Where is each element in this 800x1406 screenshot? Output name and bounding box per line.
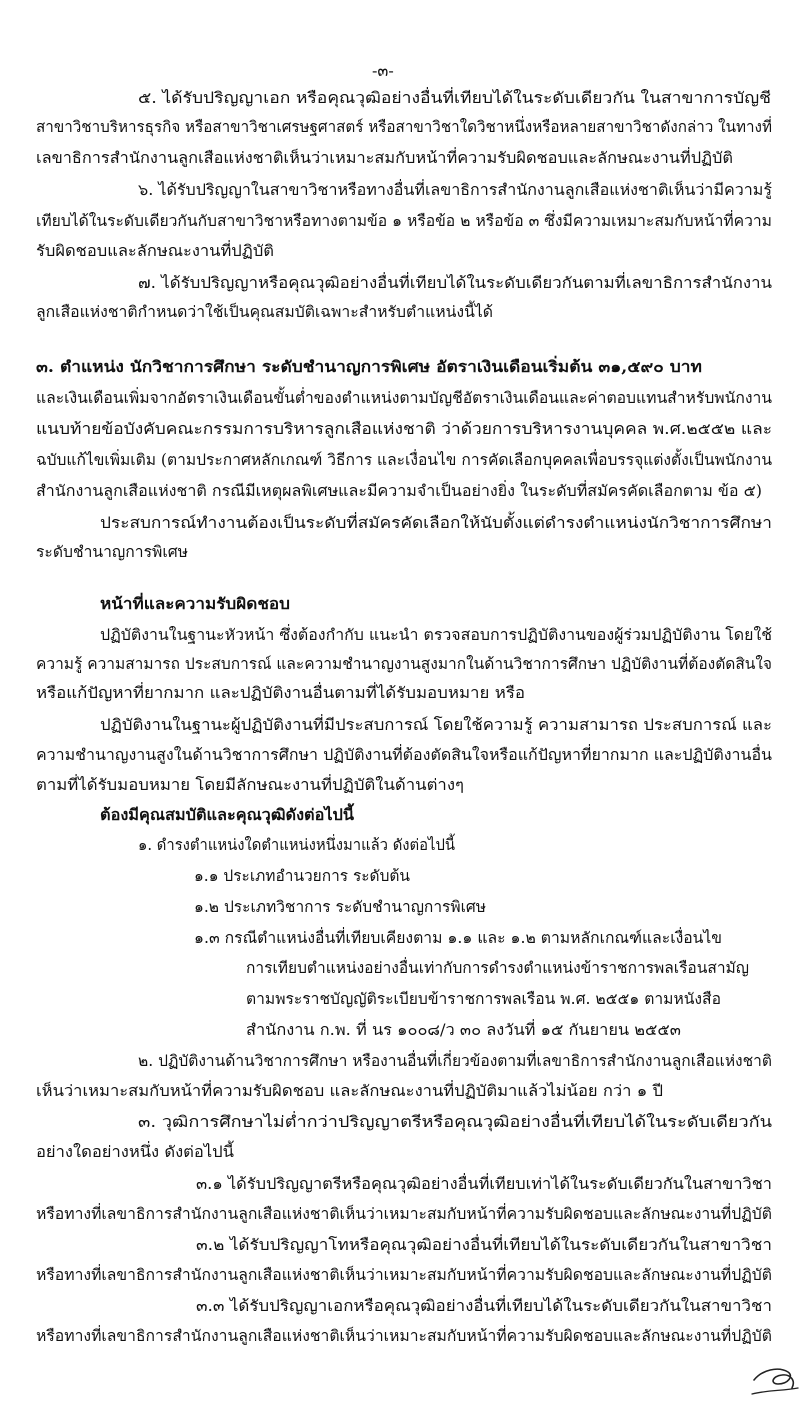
text-line: ๓. วุฒิการศึกษาไม่ต่ำกว่าปริญญาตรีหรือคุณวุฒิอย่างอื่นที่เทียบได้ในระดับเดียวกัน xyxy=(138,1113,772,1131)
text-line: แนบท้ายข้อบังคับคณะกรรมการบริหารลูกเสือแห่งชาติ ว่าด้วยการบริหารงานบุคคล พ.ศ.๒๕๕๒ และ xyxy=(36,420,773,438)
text-line: หรือทางที่เลขาธิการสำนักงานลูกเสือแห่งชาติเห็นว่าเหมาะสมกับหน้าที่ความรับผิดชอบและลักษณะงานที่ปฏิบัติ xyxy=(36,1205,772,1223)
text-line: ตามที่ได้รับมอบหมาย โดยมีลักษณะงานที่ปฏิบัติในด้านต่างๆ xyxy=(36,776,464,794)
text-line: หรือทางที่เลขาธิการสำนักงานลูกเสือแห่งชาติเห็นว่าเหมาะสมกับหน้าที่ความรับผิดชอบและลักษณะงานที่ปฏิบัติ xyxy=(36,1327,772,1345)
text-line: หรือแก้ปัญหาที่ยากมาก และปฏิบัติงานอื่นตามที่ได้รับมอบหมาย หรือ xyxy=(36,684,525,702)
text-line: เลขาธิการสำนักงานลูกเสือแห่งชาติเห็นว่าเหมาะสมกับหน้าที่ความรับผิดชอบและลักษณะงานที่ปฏิบัติ xyxy=(36,149,734,167)
text-line: ๓. ตำแหน่ง นักวิชาการศึกษา ระดับชำนาญการพิเศษ อัตราเงินเดือนเริ่มต้น ๓๑,๕๙๐ บาท xyxy=(36,358,702,376)
text-line: สาขาวิชาบริหารธุรกิจ หรือสาขาวิชาเศรษฐศาสตร์ หรือสาขาวิชาใดวิชาหนึ่งหรือหลายสาขาวิชาดังกล่าว ในทางที่ xyxy=(36,118,772,136)
text-line: ๖. ได้รับปริญญาในสาขาวิชาหรือทางอื่นที่เลขาธิการสำนักงานลูกเสือแห่งชาติเห็นว่ามีความรู้ xyxy=(138,181,773,199)
text-line: อย่างใดอย่างหนึ่ง ดังต่อไปนี้ xyxy=(36,1143,234,1161)
text-line: ๓.๒ ได้รับปริญญาโทหรือคุณวุฒิอย่างอื่นที่เทียบได้ในระดับเดียวกันในสาขาวิชา xyxy=(196,1236,772,1254)
text-line: ๒. ปฏิบัติงานด้านวิชาการศึกษา หรืองานอื่นที่เกี่ยวข้องตามที่เลขาธิการสำนักงานลูกเสือแห่งชาติ xyxy=(138,1052,772,1070)
signature-mark xyxy=(748,1360,800,1400)
text-line: ประสบการณ์ทำงานต้องเป็นระดับที่สมัครคัดเลือกให้นับตั้งแต่ดำรงตำแหน่งนักวิชาการศึกษา xyxy=(100,514,772,532)
text-line: ๑.๓ กรณีตำแหน่งอื่นที่เทียบเคียงตาม ๑.๑ และ ๑.๒ ตามหลักเกณฑ์และเงื่อนไข xyxy=(194,929,723,947)
text-line: ๗. ได้รับปริญญาหรือคุณวุฒิอย่างอื่นที่เทียบได้ในระดับเดียวกันตามที่เลขาธิการสำนักงาน xyxy=(138,274,772,292)
text-line: และเงินเดือนเพิ่มจากอัตราเงินเดือนขั้นต่ำของตำแหน่งตามบัญชีอัตราเงินเดือนและค่าตอบแทนสำหรับพนักงาน xyxy=(36,389,773,407)
text-line: รับผิดชอบและลักษณะงานที่ปฏิบัติ xyxy=(36,242,275,260)
text-line: ๑. ดำรงตำแหน่งใดตำแหน่งหนึ่งมาแล้ว ดังต่อไปนี้ xyxy=(138,836,456,854)
text-line: เห็นว่าเหมาะสมกับหน้าที่ความรับผิดชอบ และลักษณะงานที่ปฏิบัติมาแล้วไม่น้อย กว่า ๑ ปี xyxy=(36,1082,664,1100)
text-line: หน้าที่และความรับผิดชอบ xyxy=(100,595,291,613)
text-line: ระดับชำนาญการพิเศษ xyxy=(36,543,188,561)
page-number: -๓- xyxy=(372,61,394,80)
text-line: เทียบได้ในระดับเดียวกันกับสาขาวิชาหรือทางตามข้อ ๑ หรือข้อ ๒ หรือข้อ ๓ ซึ่งมีความเหมาะสมกับหน้าที่ความ xyxy=(36,212,772,230)
text-line: สำนักงาน ก.พ. ที่ นร ๑๐๐๘/ว ๓๐ ลงวันที่ ๑๕ กันยายน ๒๕๕๓ xyxy=(246,1021,681,1039)
text-line: ๑.๒ ประเภทวิชาการ ระดับชำนาญการพิเศษ xyxy=(194,898,486,916)
text-line: ลูกเสือแห่งชาติกำหนดว่าใช้เป็นคุณสมบัติเฉพาะสำหรับตำแหน่งนี้ได้ xyxy=(36,303,493,321)
text-line: หรือทางที่เลขาธิการสำนักงานลูกเสือแห่งชาติเห็นว่าเหมาะสมกับหน้าที่ความรับผิดชอบและลักษณะงานที่ปฏิบัติ xyxy=(36,1266,772,1284)
text-line: ฉบับแก้ไขเพิ่มเติม (ตามประกาศหลักเกณฑ์ วิธีการ และเงื่อนไข การคัดเลือกบุคคลเพื่อบรรจุแต่งตั้งเป็นพนักงาน xyxy=(36,451,772,469)
text-line: การเทียบตำแหน่งอย่างอื่นเท่ากับการดำรงตำแหน่งข้าราชการพลเรือนสามัญ xyxy=(246,959,750,977)
text-line: ๓.๓ ได้รับปริญญาเอกหรือคุณวุฒิอย่างอื่นที่เทียบได้ในระดับเดียวกันในสาขาวิชา xyxy=(196,1297,773,1315)
text-line: ปฏิบัติงานในฐานะผู้ปฏิบัติงานที่มีประสบการณ์ โดยใช้ความรู้ ความสามารถ ประสบการณ์ และ xyxy=(100,716,773,734)
text-line: ๓.๑ ได้รับปริญญาตรีหรือคุณวุฒิอย่างอื่นที่เทียบเท่าได้ในระดับเดียวกันในสาขาวิชา xyxy=(196,1175,772,1193)
text-line: สำนักงานลูกเสือแห่งชาติ กรณีมีเหตุผลพิเศษและมีความจำเป็นอย่างยิ่ง ในระดับที่สมัครคัดเลือกตาม ข้อ ๕) xyxy=(36,482,762,500)
text-line: ปฏิบัติงานในฐานะหัวหน้า ซึ่งต้องกำกับ แนะนำ ตรวจสอบการปฏิบัติงานของผู้ร่วมปฏิบัติงาน โดยใช้ xyxy=(100,626,773,644)
text-line: ต้องมีคุณสมบัติและคุณวุฒิดังต่อไปนี้ xyxy=(100,806,354,824)
text-line: ๕. ได้รับปริญญาเอก หรือคุณวุฒิอย่างอื่นที่เทียบได้ในระดับเดียวกัน ในสาขาการบัญชี xyxy=(138,89,772,107)
text-line: ตามพระราชบัญญัติระเบียบข้าราชการพลเรือน พ.ศ. ๒๕๕๑ ตามหนังสือ xyxy=(246,990,721,1008)
text-line: ความชำนาญงานสูงในด้านวิชาการศึกษา ปฏิบัติงานที่ต้องตัดสินใจหรือแก้ปัญหาที่ยากมาก และปฏิบัติงานอื่น xyxy=(36,746,772,764)
text-line: ๑.๑ ประเภทอำนวยการ ระดับต้น xyxy=(194,867,411,885)
text-line: ความรู้ ความสามารถ ประสบการณ์ และความชำนาญงานสูงมากในด้านวิชาการศึกษา ปฏิบัติงานที่ต้องตัดสินใจ xyxy=(36,655,773,673)
